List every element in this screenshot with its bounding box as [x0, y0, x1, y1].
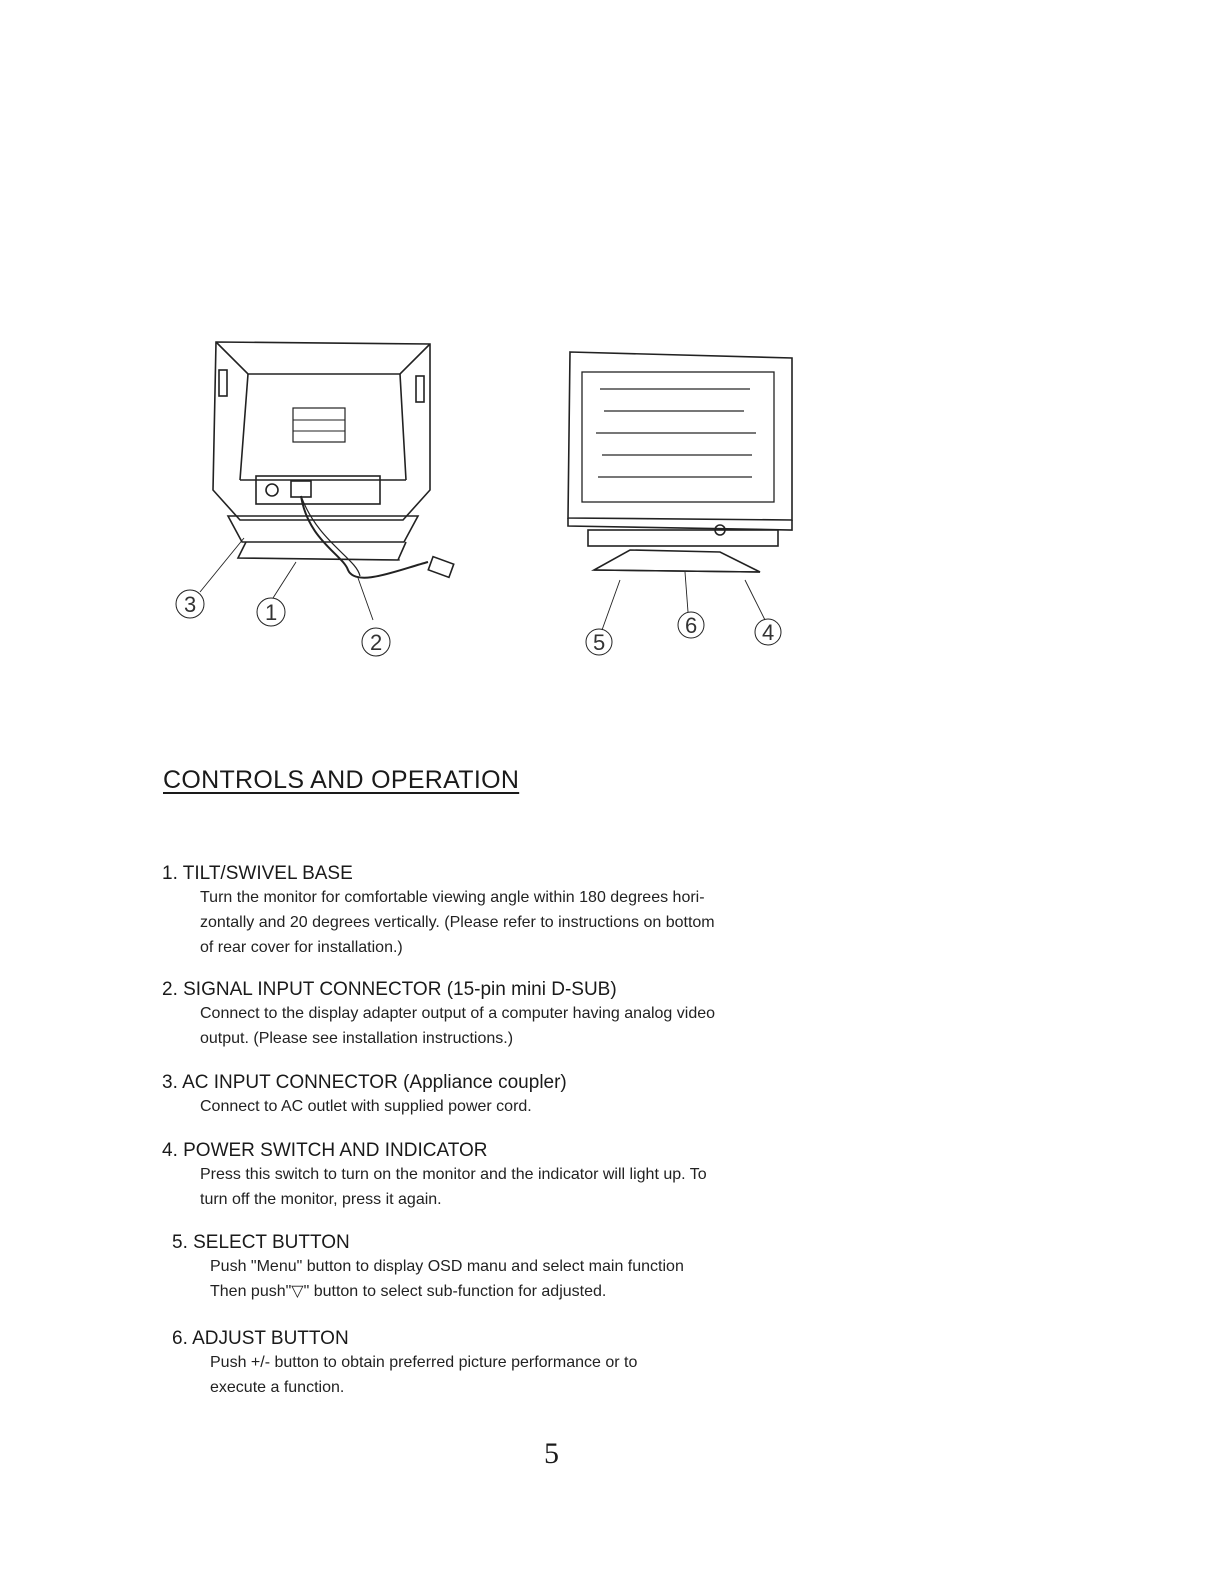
item-line: Then push"▽" button to select sub-function for adjusted. — [210, 1283, 607, 1300]
item-adjust-button — [172, 1328, 637, 1400]
callout-3: 3 — [184, 592, 197, 617]
item-line: Turn the monitor for comfortable viewing angle within 180 degrees hori- — [200, 889, 705, 906]
item-title: 1. TILT/SWIVEL BASE — [162, 863, 353, 884]
item-title: 4. POWER SWITCH AND INDICATOR — [162, 1140, 488, 1161]
monitor-front-view-figure — [560, 340, 800, 670]
callout-2: 2 — [370, 630, 383, 655]
item-line: Press this switch to turn on the monitor and the indicator will light up. To — [200, 1166, 707, 1183]
item-line: output. (Please see installation instructions.) — [200, 1030, 514, 1047]
callout-4: 4 — [762, 620, 775, 645]
callout-6: 6 — [685, 613, 698, 638]
item-line: zontally and 20 degrees vertically. (Please refer to instructions on bottom — [200, 914, 715, 931]
item-title: 3. AC INPUT CONNECTOR (Appliance coupler) — [162, 1072, 567, 1093]
item-line: Connect to AC outlet with supplied power cord. — [200, 1098, 532, 1115]
item-line: turn off the monitor, press it again. — [200, 1191, 442, 1208]
callout-5: 5 — [593, 630, 606, 655]
item-title: 5. SELECT BUTTON — [172, 1232, 350, 1253]
item-line: of rear cover for installation.) — [200, 939, 403, 956]
item-line: execute a function. — [210, 1379, 345, 1396]
item-power-switch — [162, 1140, 707, 1212]
monitor-rear-view-figure — [168, 330, 488, 670]
item-tilt-swivel-base — [162, 863, 715, 960]
callout-1: 1 — [265, 600, 278, 625]
item-line: Push "Menu" button to display OSD manu and select main function — [210, 1258, 684, 1275]
section-heading: CONTROLS AND OPERATION — [163, 766, 520, 794]
item-signal-input-connector — [162, 979, 715, 1051]
item-title: 6. ADJUST BUTTON — [172, 1328, 349, 1349]
item-select-button — [172, 1232, 684, 1304]
page-number: 5 — [544, 1437, 559, 1470]
item-title: 2. SIGNAL INPUT CONNECTOR (15-pin mini D-SUB) — [162, 979, 617, 1000]
item-ac-input-connector — [162, 1072, 567, 1119]
item-line: Push +/- button to obtain preferred picture performance or to — [210, 1354, 638, 1371]
item-line: Connect to the display adapter output of a computer having analog video — [200, 1005, 716, 1022]
